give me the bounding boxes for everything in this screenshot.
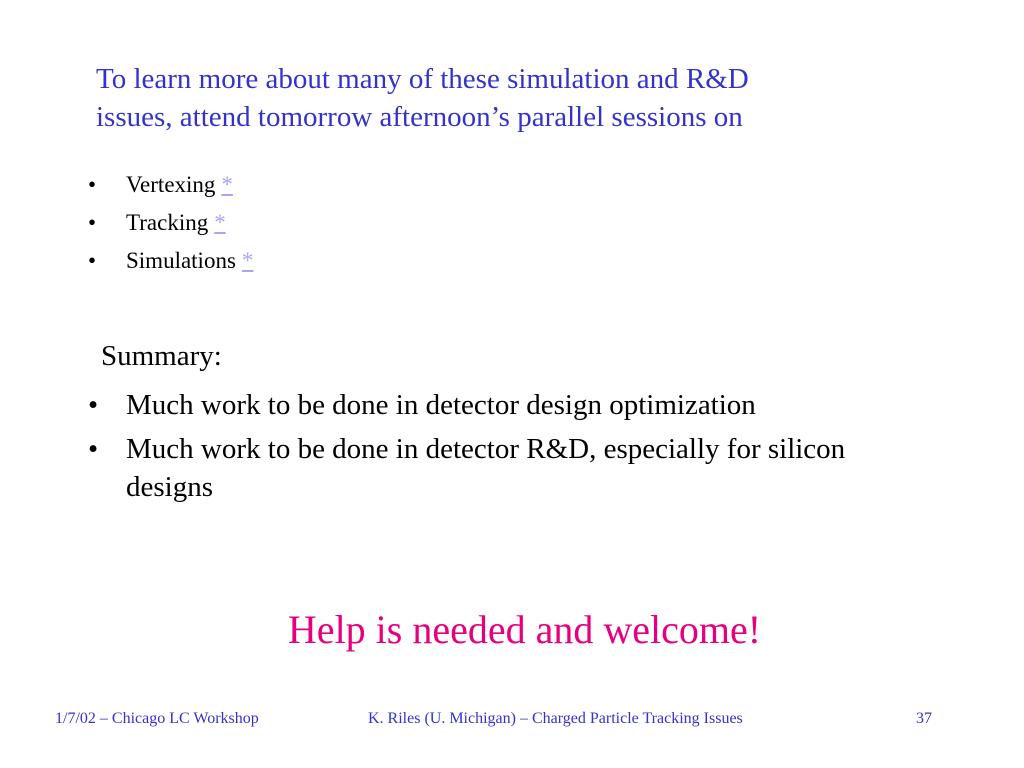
summary-item-text: Much work to be done in detector R&D, especially for silicon designs [126,433,846,503]
summary-item [88,386,908,424]
session-link-vertexing[interactable]: * [221,172,233,197]
session-item-vertexing [88,166,253,204]
bullet: • [88,389,99,421]
intro-line-2: issues, attend tomorrow afternoon’s parallel sessions on [96,101,743,133]
session-link-tracking[interactable]: * [214,210,226,235]
session-label: Vertexing [126,172,216,197]
session-list [88,166,253,280]
session-item-simulations [88,242,253,280]
summary-heading: Summary: [101,340,222,372]
session-label: Simulations [126,248,236,273]
summary-item [88,430,908,506]
session-item-tracking [88,204,253,242]
session-label: Tracking [126,210,209,235]
slide-footer [0,708,1024,730]
call-to-action: Help is needed and welcome! [287,607,762,652]
session-link-simulations[interactable]: * [241,248,254,273]
footer-author-title: K. Riles (U. Michigan) – Charged Particle Tracking Issues [368,710,743,727]
page-number: 37 [916,710,932,727]
bullet: • [88,210,97,235]
intro-text [96,60,896,136]
summary-item-text: Much work to be done in detector design optimization [126,389,756,421]
footer-date-event: 1/7/02 – Chicago LC Workshop [55,710,259,727]
bullet: • [88,172,97,197]
intro-line-1: To learn more about many of these simulation and R&D [96,63,749,95]
bullet: • [88,248,97,273]
bullet: • [88,433,99,465]
summary-list [88,386,908,512]
